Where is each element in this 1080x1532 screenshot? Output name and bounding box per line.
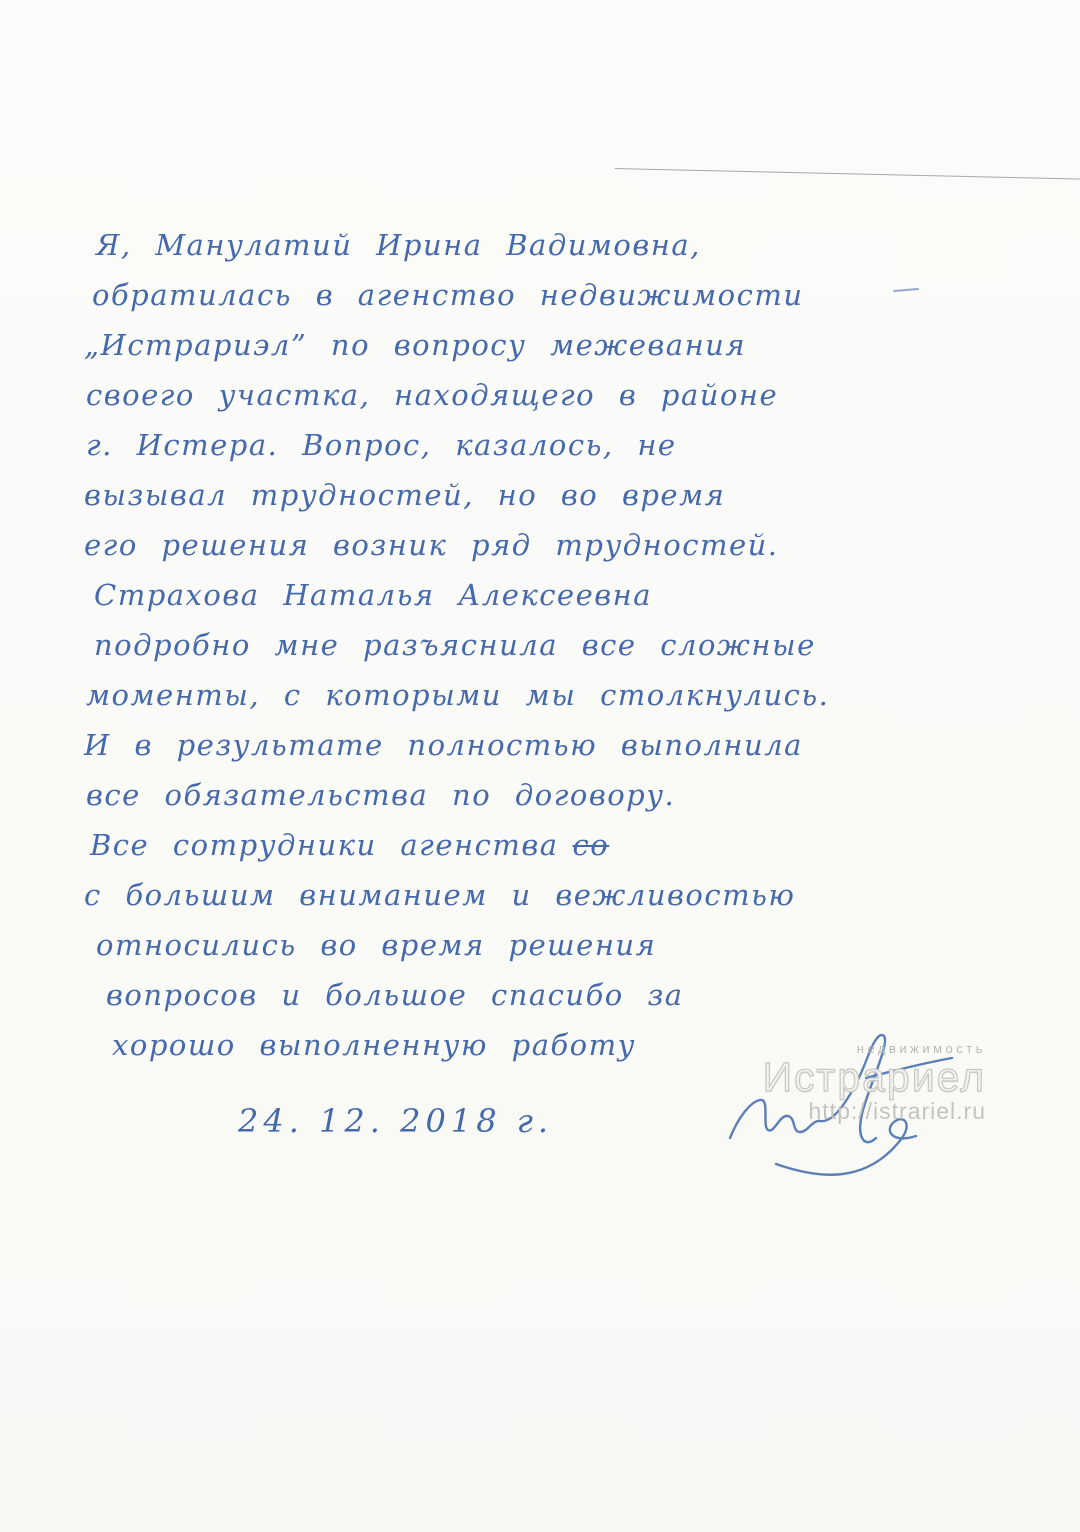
handwritten-line: своего участка, находящего в районе (86, 378, 779, 412)
watermark (763, 1042, 986, 1124)
handwritten-line: все обязательства по договору. (86, 778, 676, 812)
watermark-tagline: недвижимость (856, 1041, 986, 1056)
handwritten-line: обратилась в агенство недвижимости (92, 278, 804, 312)
handwritten-line: Страхова Наталья Алексеевна (94, 578, 653, 612)
handwritten-line: моменты, с которыми мы столкнулись. (86, 678, 830, 712)
struck-out-word: со (572, 828, 610, 862)
handwritten-line: его решения возник ряд трудностей. (84, 528, 779, 562)
handwritten-line-with-strikeout (84, 820, 1014, 870)
scan-crease-line (615, 168, 1080, 180)
handwritten-line: Я, Манулатий Ирина Вадимовна, (96, 228, 701, 262)
handwritten-line: хорошо выполненную работу (112, 1028, 636, 1062)
handwritten-line: относились во время решения (96, 928, 657, 962)
handwritten-line: г. Истера. Вопрос, казалось, не (86, 428, 677, 462)
handwritten-line: вопросов и большое спасибо за (106, 978, 684, 1012)
handwritten-line: И в результате полностью выполнила (84, 728, 803, 762)
handwritten-line: подробно мне разъяснила все сложные (94, 628, 816, 662)
handwritten-date: 24. 12. 2018 г. (238, 1102, 554, 1140)
watermark-url: http://istrariel.ru (808, 1098, 986, 1124)
handwritten-line: с большим вниманием и вежливостью (84, 878, 796, 912)
handwritten-text-block (84, 220, 1014, 1070)
handwritten-line: „Истрариэл” по вопросу межевания (84, 328, 747, 362)
handwritten-line: Все сотрудники агенства (90, 828, 559, 862)
watermark-brand-logo: Истрариел (762, 1054, 986, 1100)
handwritten-line: вызывал трудностей, но во время (84, 478, 726, 512)
